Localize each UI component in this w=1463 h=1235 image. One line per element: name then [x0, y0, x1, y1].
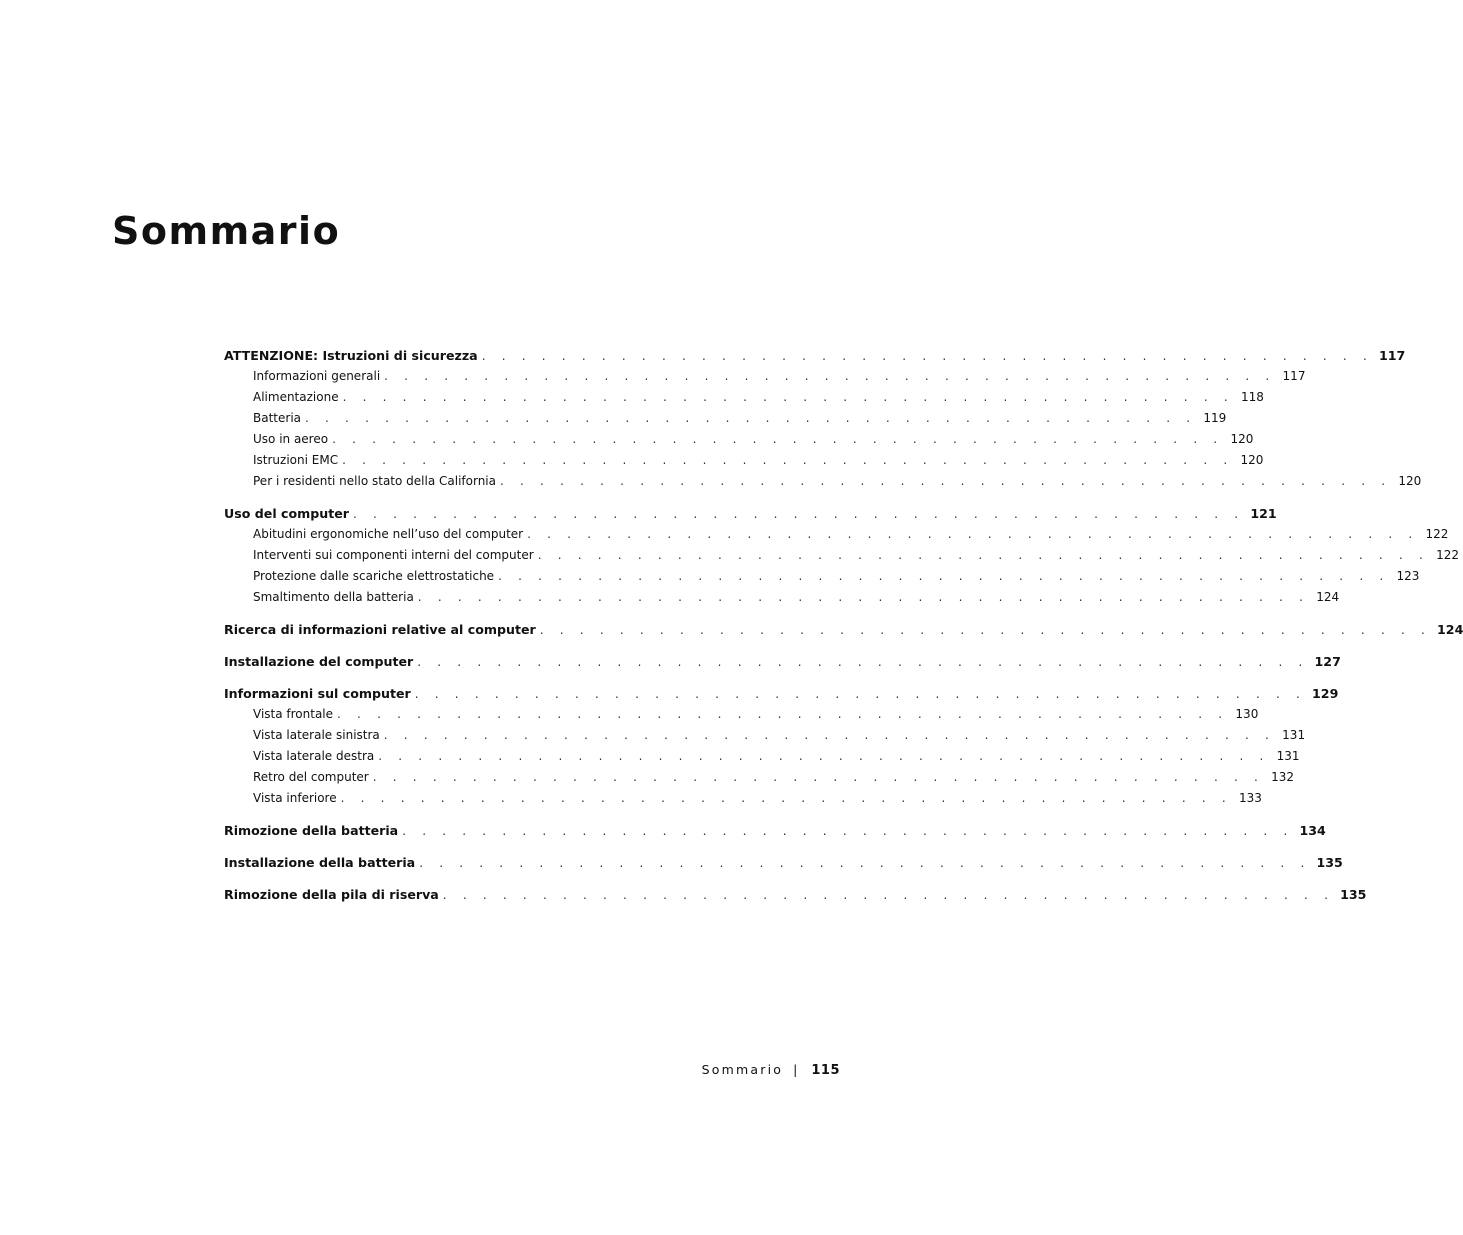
toc-dot-leader: . . . . . . . . . . . . . . . . . . . . . . . . . . . . . . . . . . . . . . . . . . . . . [414, 687, 1307, 701]
toc-entry-page-number: 122 [1436, 548, 1459, 562]
toc-dot-leader: . . . . . . . . . . . . . . . . . . . . . . . . . . . . . . . . . . . . . . . . . . . . . [332, 432, 1224, 446]
toc-entry-label: Rimozione della batteria [224, 823, 399, 838]
toc-dot-leader: . . . . . . . . . . . . . . . . . . . . . . . . . . . . . . . . . . . . . . . . . . . . . [417, 590, 1310, 604]
toc-entry-label: Informazioni sul computer [224, 686, 411, 701]
toc-dot-leader: . . . . . . . . . . . . . . . . . . . . . . . . . . . . . . . . . . . . . . . . . . . . . [417, 655, 1309, 669]
footer-page-number: 115 [811, 1063, 840, 1078]
toc-entry-label: Rimozione della pila di riserva [224, 887, 439, 902]
table-of-contents [224, 348, 1463, 908]
toc-entry-label: Vista laterale sinistra [253, 728, 380, 742]
toc-subsection-entry[interactable] [224, 474, 1422, 495]
toc-entry-page-number: 124 [1437, 622, 1463, 637]
toc-entry-page-number: 135 [1316, 855, 1343, 870]
toc-entry-label: Interventi sui componenti interni del computer [253, 548, 534, 562]
toc-dot-leader: . . . . . . . . . . . . . . . . . . . . . . . . . . . . . . . . . . . . . . . . . . . . . [442, 888, 1335, 902]
toc-dot-leader: . . . . . . . . . . . . . . . . . . . . . . . . . . . . . . . . . . . . . . . . . . . . . [527, 527, 1419, 541]
toc-entry-page-number: 120 [1398, 474, 1422, 488]
toc-dot-leader: . . . . . . . . . . . . . . . . . . . . . . . . . . . . . . . . . . . . . . . . . . . . . [372, 770, 1265, 784]
toc-dot-leader: . . . . . . . . . . . . . . . . . . . . . . . . . . . . . . . . . . . . . . . . . . . . . [337, 707, 1229, 721]
toc-entry-page-number: 121 [1250, 506, 1277, 521]
toc-entry-label: Installazione del computer [224, 654, 414, 669]
toc-subsection-entry[interactable] [224, 453, 1264, 474]
toc-subsection-entry[interactable] [224, 527, 1449, 548]
toc-section-entry[interactable] [224, 506, 1277, 527]
toc-dot-leader: . . . . . . . . . . . . . . . . . . . . . . . . . . . . . . . . . . . . . . . . . . . . . [498, 569, 1390, 583]
toc-entry-page-number: 131 [1282, 728, 1306, 742]
footer-section-label: Sommario [701, 1062, 784, 1077]
toc-subsection-entry[interactable] [224, 707, 1259, 728]
toc-entry-label: Informazioni generali [253, 369, 381, 383]
toc-dot-leader: . . . . . . . . . . . . . . . . . . . . . . . . . . . . . . . . . . . . . . . . . . . . . [305, 411, 1197, 425]
toc-entry-label: Protezione dalle scariche elettrostatiche [253, 569, 495, 583]
toc-section-entry[interactable] [224, 654, 1341, 675]
toc-entry-label: Vista laterale destra [253, 749, 375, 763]
toc-section-entry[interactable] [224, 348, 1406, 369]
toc-entry-page-number: 120 [1230, 432, 1254, 446]
toc-entry-page-number: 123 [1396, 569, 1420, 583]
toc-subsection-entry[interactable] [224, 791, 1262, 812]
toc-entry-page-number: 124 [1316, 590, 1340, 604]
toc-dot-leader: . . . . . . . . . . . . . . . . . . . . . . . . . . . . . . . . . . . . . . . . . . . . . [342, 390, 1234, 404]
toc-entry-label: Vista frontale [253, 707, 334, 721]
toc-entry-label: Abitudini ergonomiche nell’uso del computer [253, 527, 524, 541]
toc-subsection-entry[interactable] [224, 411, 1227, 432]
toc-dot-leader: . . . . . . . . . . . . . . . . . . . . . . . . . . . . . . . . . . . . . . . . . . . . . [419, 856, 1311, 870]
toc-section-entry[interactable] [224, 622, 1463, 643]
toc-dot-leader: . . . . . . . . . . . . . . . . . . . . . . . . . . . . . . . . . . . . . . . . . . . . . [353, 507, 1245, 521]
toc-subsection-entry[interactable] [224, 569, 1420, 590]
toc-subsection-entry[interactable] [224, 728, 1306, 749]
toc-dot-leader: . . . . . . . . . . . . . . . . . . . . . . . . . . . . . . . . . . . . . . . . . . . . . [539, 623, 1432, 637]
toc-dot-leader: . . . . . . . . . . . . . . . . . . . . . . . . . . . . . . . . . . . . . . . . . . . . . [500, 474, 1392, 488]
toc-dot-leader: . . . . . . . . . . . . . . . . . . . . . . . . . . . . . . . . . . . . . . . . . . . . . [481, 349, 1373, 363]
toc-subsection-entry[interactable] [224, 432, 1254, 453]
toc-section-entry[interactable] [224, 686, 1339, 707]
toc-entry-page-number: 118 [1240, 390, 1264, 404]
toc-entry-page-number: 131 [1276, 749, 1300, 763]
toc-subsection-entry[interactable] [224, 749, 1300, 770]
toc-entry-page-number: 120 [1240, 453, 1264, 467]
toc-entry-page-number: 117 [1378, 348, 1406, 363]
toc-entry-label: Uso in aereo [253, 432, 329, 446]
toc-section-entry[interactable] [224, 855, 1343, 876]
page-footer [702, 1062, 840, 1078]
toc-subsection-entry[interactable] [224, 390, 1264, 411]
toc-entry-page-number: 127 [1314, 654, 1341, 669]
toc-entry-page-number: 133 [1239, 791, 1262, 805]
toc-subsection-entry[interactable] [224, 369, 1306, 390]
toc-subsection-entry[interactable] [224, 770, 1295, 791]
toc-entry-label: Per i residenti nello stato della California [253, 474, 496, 488]
toc-entry-label: Retro del computer [253, 770, 369, 784]
toc-entry-label: Uso del computer [224, 506, 350, 521]
toc-entry-page-number: 134 [1299, 823, 1326, 838]
toc-entry-label: Batteria [253, 411, 301, 425]
toc-section-entry[interactable] [224, 887, 1367, 908]
toc-dot-leader: . . . . . . . . . . . . . . . . . . . . . . . . . . . . . . . . . . . . . . . . . . . . . [537, 548, 1429, 562]
toc-entry-page-number: 117 [1282, 369, 1306, 383]
footer-separator: | [793, 1062, 798, 1077]
toc-entry-label: ATTENZIONE: Istruzioni di sicurezza [224, 348, 478, 363]
toc-dot-leader: . . . . . . . . . . . . . . . . . . . . . . . . . . . . . . . . . . . . . . . . . . . . . [384, 369, 1276, 383]
toc-entry-label: Alimentazione [253, 390, 339, 404]
toc-entry-label: Ricerca di informazioni relative al computer [224, 622, 536, 637]
toc-dot-leader: . . . . . . . . . . . . . . . . . . . . . . . . . . . . . . . . . . . . . . . . . . . . . [342, 453, 1234, 467]
toc-dot-leader: . . . . . . . . . . . . . . . . . . . . . . . . . . . . . . . . . . . . . . . . . . . . . [383, 728, 1276, 742]
toc-entry-page-number: 129 [1312, 686, 1339, 701]
page-title: Sommario [112, 209, 341, 253]
toc-entry-page-number: 119 [1203, 411, 1227, 425]
toc-section-entry[interactable] [224, 823, 1326, 844]
toc-entry-page-number: 130 [1235, 707, 1259, 721]
toc-subsection-entry[interactable] [224, 590, 1340, 611]
toc-entry-page-number: 132 [1271, 770, 1295, 784]
toc-entry-page-number: 122 [1425, 527, 1449, 541]
toc-dot-leader: . . . . . . . . . . . . . . . . . . . . . . . . . . . . . . . . . . . . . . . . . . . . . [340, 791, 1232, 805]
toc-entry-label: Installazione della batteria [224, 855, 416, 870]
toc-subsection-entry[interactable] [224, 548, 1459, 569]
toc-dot-leader: . . . . . . . . . . . . . . . . . . . . . . . . . . . . . . . . . . . . . . . . . . . . . [378, 749, 1270, 763]
toc-entry-label: Istruzioni EMC [253, 453, 339, 467]
toc-entry-label: Smaltimento della batteria [253, 590, 414, 604]
toc-dot-leader: . . . . . . . . . . . . . . . . . . . . . . . . . . . . . . . . . . . . . . . . . . . . . [402, 824, 1294, 838]
toc-entry-label: Vista inferiore [253, 791, 337, 805]
toc-entry-page-number: 135 [1340, 887, 1367, 902]
